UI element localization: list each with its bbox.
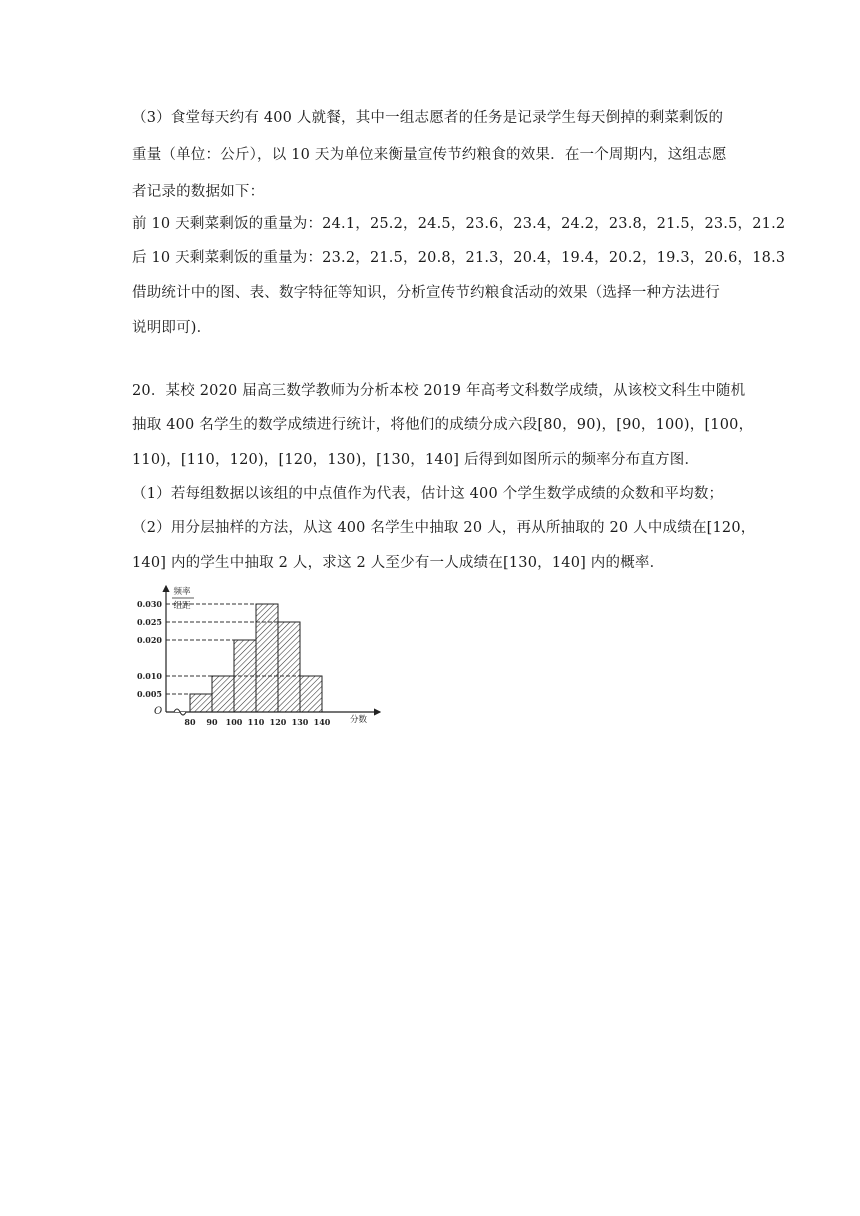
- histogram-bar: [278, 622, 300, 712]
- axis-break: [174, 709, 186, 715]
- y-tick-label: 0.020: [136, 635, 162, 645]
- y-tick-labels: [137, 599, 162, 699]
- part3-line-2: 重量（单位：公斤），以 10 天为单位来衡量宣传节约粮食的效果．在一个周期内，这组志愿: [132, 147, 727, 163]
- x-tick-label: 120: [269, 717, 287, 727]
- frequency-histogram: [128, 580, 398, 730]
- problem20-line-3: 110)，[110，120)，[120，130)，[130，140] 后得到如图所示的频率分布直方图．: [132, 452, 700, 468]
- y-tick-label: 0.025: [136, 617, 162, 627]
- part3-line-7: 说明即可)．: [132, 320, 212, 336]
- problem20-question-2a: （2）用分层抽样的方法，从这 400 名学生中抽取 20 人，再从所抽取的 20 人中成绩在[120，: [132, 520, 756, 536]
- problem20-question-1: （1）若每组数据以该组的中点值作为代表，估计这 400 个学生数学成绩的众数和平均数；: [132, 486, 724, 502]
- x-tick-label: 100: [225, 717, 243, 727]
- y-tick-label: 0.010: [136, 671, 162, 681]
- ylabel-bottom: 组距: [173, 601, 191, 611]
- ylabel-top: 频率: [173, 587, 191, 597]
- histogram-bar: [256, 604, 278, 712]
- histogram-bar: [300, 676, 322, 712]
- part3-line-3: 者记录的数据如下：: [132, 184, 265, 200]
- x-axis-label: 分数: [350, 715, 368, 725]
- histogram-bars: [190, 604, 322, 712]
- histogram-bar: [234, 640, 256, 712]
- problem20-line-1: 20．某校 2020 届高三数学教师为分析本校 2019 年高考文科数学成绩，从该校文科生中随机: [132, 383, 746, 399]
- x-tick-label: 130: [291, 717, 309, 727]
- problem20-line-2: 抽取 400 名学生的数学成绩进行统计，将他们的成绩分成六段[80，90)，[90，100)，[100，: [132, 417, 754, 433]
- histogram-bar: [190, 694, 212, 712]
- part3-line-5: 后 10 天剩菜剩饭的重量为：23.2，21.5，20.8，21.3，20.4，19.4，20.2，19.3，20.6，18.3: [132, 250, 786, 266]
- x-tick-label: 140: [313, 717, 331, 727]
- y-tick-label: 0.030: [136, 599, 162, 609]
- part3-line-4: 前 10 天剩菜剩饭的重量为：24.1，25.2，24.5，23.6，23.4，24.2，23.8，21.5，23.5，21.2: [132, 216, 786, 232]
- histogram-bar: [212, 676, 234, 712]
- part3-line-6: 借助统计中的图、表、数字特征等知识，分析宣传节约粮食活动的效果（选择一种方法进行: [132, 285, 720, 301]
- y-tick-label: 0.005: [136, 689, 162, 699]
- x-tick-label: 110: [247, 717, 265, 727]
- x-tick-label: 90: [206, 717, 218, 727]
- origin-label: O: [154, 706, 163, 717]
- problem20-question-2b: 140] 内的学生中抽取 2 人，求这 2 人至少有一人成绩在[130，140] 内的概率．: [132, 555, 665, 571]
- x-tick-labels: [184, 717, 330, 727]
- part3-line-1: （3）食堂每天约有 400 人就餐，其中一组志愿者的任务是记录学生每天倒掉的剩菜剩饭的: [132, 110, 724, 126]
- x-tick-label: 80: [184, 717, 196, 727]
